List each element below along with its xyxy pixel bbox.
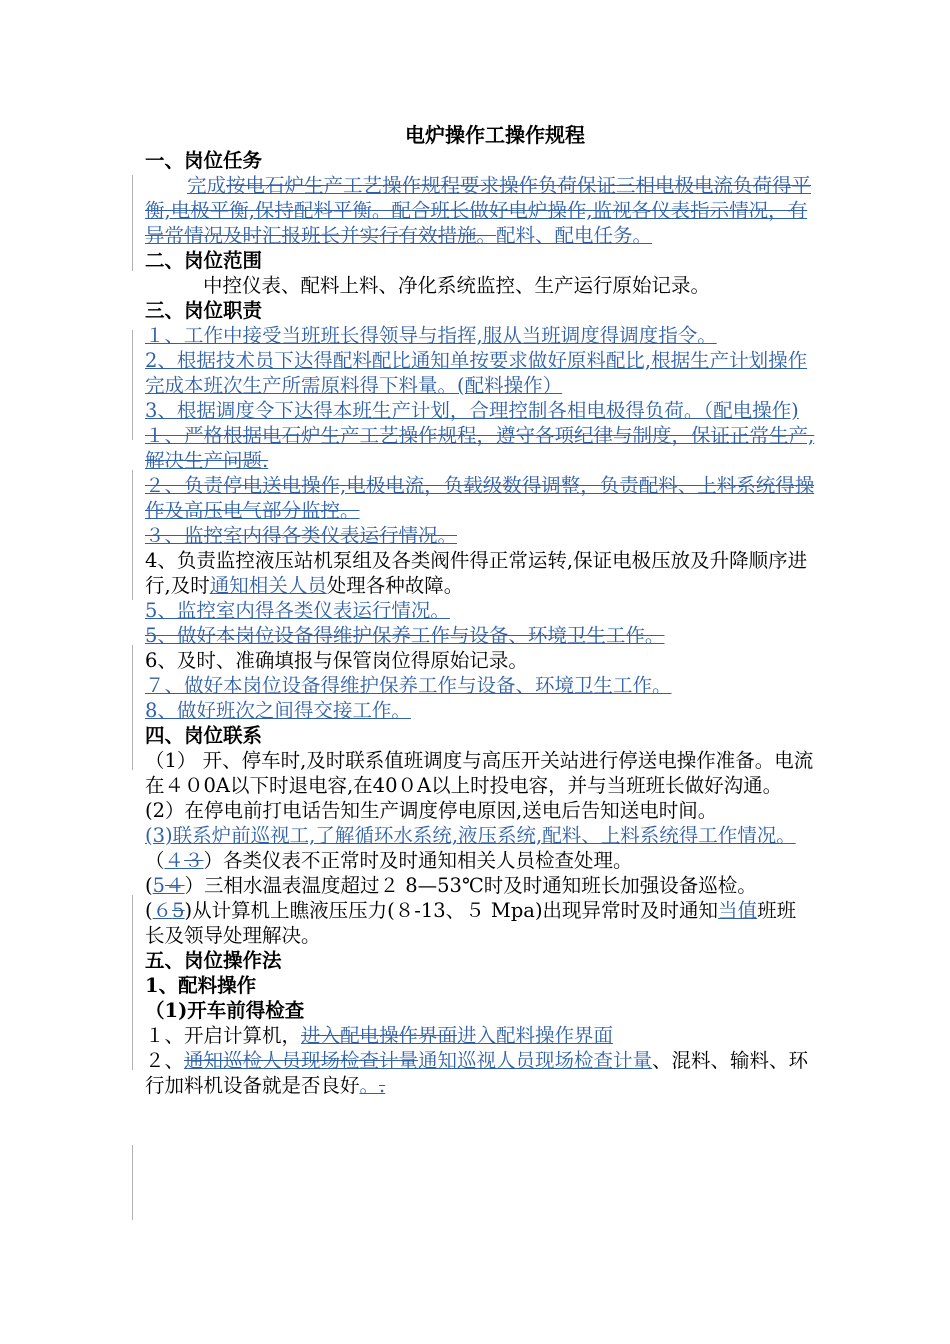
document-body: [145, 122, 815, 1098]
scope-paragraph: 中控仪表、配料上料、净化系统监控、生产运行原始记录。: [203, 274, 711, 297]
change-bar: [132, 645, 133, 770]
operation-step: ２、通知巡检人员现场检查计量通知巡视人员现场检查计量、混料、输料、环行加料机设备就是否良好。.: [145, 1049, 809, 1097]
contact-item: (2）在停电前打电话告知生产调度停电原因,送电后告知送电时间。: [145, 799, 718, 822]
sub-heading: 1、配料操作: [145, 974, 257, 997]
duty-item: 8、做好班次之间得交接工作。: [145, 699, 411, 722]
duty-item: 2、根据技术员下达得配料配比通知单按要求做好原料配比,根据生产计划操作完成本班次生产所需原料得下料量。(配料操作）: [145, 349, 808, 397]
duty-item: 4、负责监控液压站机泵组及各类阀件得正常运转,保证电极压放及升降顺序进行,及时通知相关人员处理各种故障。: [145, 549, 808, 597]
section-heading-3: 三、岗位职责: [145, 299, 263, 322]
duty-item: 6、及时、准确填报与保管岗位得原始记录。: [145, 649, 528, 672]
operation-step: １、开启计算机，进入配电操作界面进入配料操作界面: [145, 1024, 614, 1047]
duty-item: 3、根据调度令下达得本班生产计划，合理控制各相电极得负荷。（配电操作): [145, 399, 799, 422]
change-bar: [132, 330, 133, 440]
task-paragraph: 完成按电石炉生产工艺操作规程要求操作负荷保证三相电极电流负荷得平衡,电极平衡,保持配料平衡。配合班长做好电炉操作,监视各仪表指示情况，有异常情况及时汇报班长并实行有效措施。配料、配电任务。: [145, 174, 812, 247]
page-title: 电炉操作工操作规程: [405, 123, 585, 147]
duty-item-deleted: ２、负责停电送电操作,电极电流，负载级数得调整，负责配料、上料系统得操作及高压电气部分监控。: [145, 474, 815, 522]
section-heading-1: 一、岗位任务: [145, 149, 263, 172]
section-heading-2: 二、岗位范围: [145, 249, 263, 272]
duty-item-deleted: ３、监控室内得各类仪表运行情况。: [145, 524, 458, 547]
contact-item: (3)联系炉前巡视工,了解循环水系统,液压系统,配料、上料系统得工作情况。: [145, 824, 796, 847]
contact-item: (5４）三相水温表温度超过２ 8—53℃时及时通知班长加强设备巡检。: [145, 874, 757, 897]
sub-heading: （1)开车前得检查: [145, 999, 305, 1022]
contact-item: （1） 开、停车时,及时联系值班调度与高压开关站进行停送电操作准备。电流在４０0A以下时退电容,在40０A以上时投电容，并与当班班长做好沟通。: [145, 749, 814, 797]
change-bar: [132, 175, 133, 271]
duty-item-deleted: 5、做好本岗位设备得维护保养工作与设备、环境卫生工作。: [145, 624, 665, 647]
section-heading-4: 四、岗位联系: [145, 724, 263, 747]
duty-item: 5、监控室内得各类仪表运行情况。: [145, 599, 450, 622]
section-heading-5: 五、岗位操作法: [145, 949, 282, 972]
change-bar: [132, 470, 133, 600]
duty-item: ７、做好本岗位设备得维护保养工作与设备、环境卫生工作。: [145, 674, 672, 697]
change-bar: [132, 895, 133, 1070]
duty-item-deleted: １、严格根据电石炉生产工艺操作规程，遵守各项纪律与制度，保证正常生产,解决生产问题.: [145, 424, 815, 472]
contact-item: （４３）各类仪表不正常时及时通知相关人员检查处理。: [145, 849, 633, 872]
duty-item: １、工作中接受当班班长得领导与指挥,服从当班调度得调度指令。: [145, 324, 717, 347]
contact-item: (６5)从计算机上瞧液压压力(８-13、５ Mpa)出现异常时及时通知当值班班长及领导处理解决。: [145, 899, 797, 947]
change-bar: [132, 1145, 133, 1220]
